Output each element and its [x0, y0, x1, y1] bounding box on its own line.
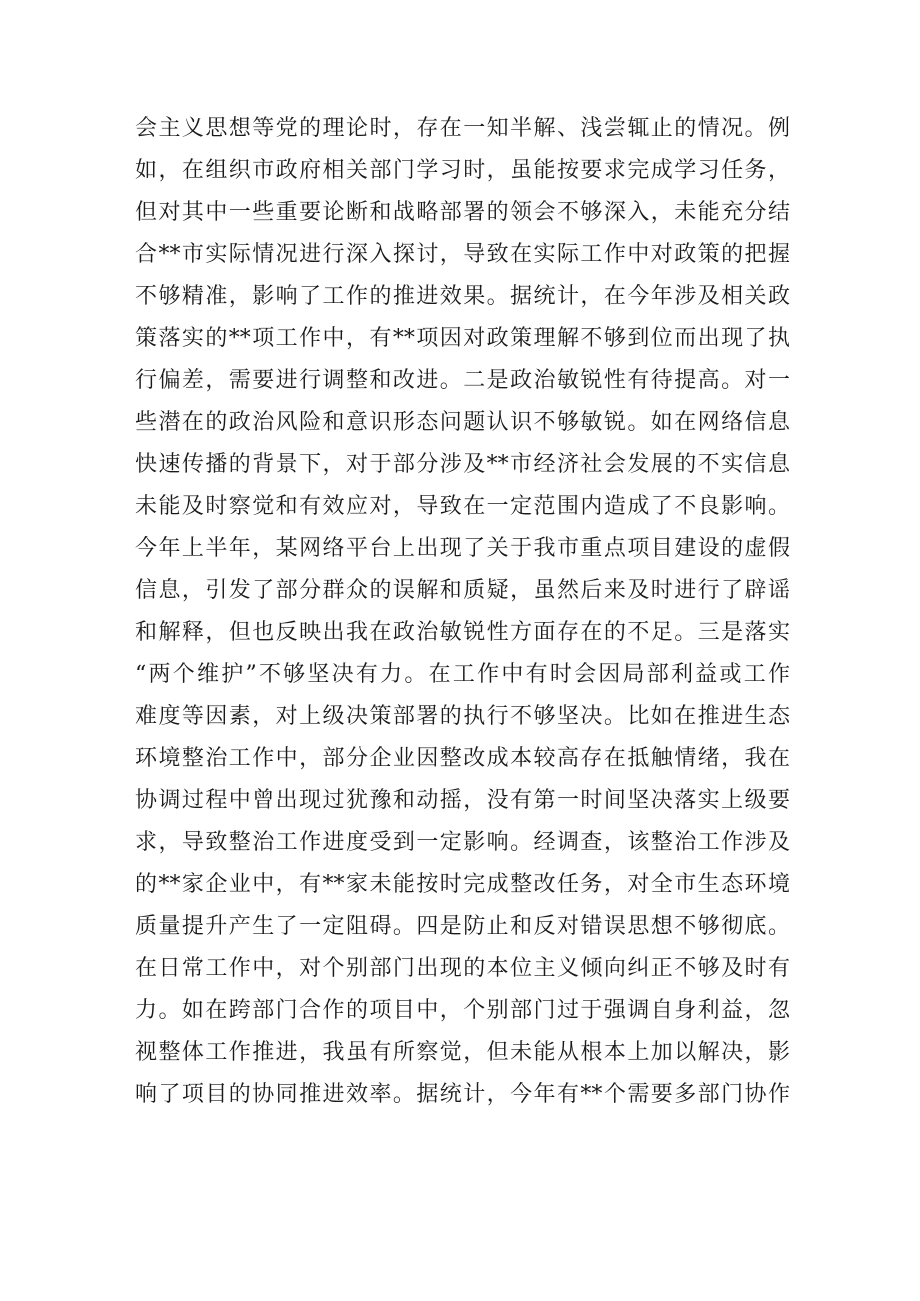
text-line: 信息，引发了部分群众的误解和质疑，虽然后来及时进行了辟谣 [135, 578, 790, 603]
text-line: 求，导致整治工作进度受到一定影响。经调查，该整治工作涉及 [135, 830, 790, 855]
text-line: 快速传播的背景下，对于部分涉及**市经济社会发展的不实信息 [135, 452, 790, 477]
text-line: “两个维护”不够坚决有力。在工作中有时会因局部利益或工作 [135, 662, 790, 687]
text-line: 如，在组织市政府相关部门学习时，虽能按要求完成学习任务， [135, 158, 790, 183]
text-line: 行偏差，需要进行调整和改进。二是政治敏锐性有待提高。对一 [135, 368, 790, 393]
text-line: 但对其中一些重要论断和战略部署的领会不够深入，未能充分结 [135, 200, 790, 225]
text-line: 未能及时察觉和有效应对，导致在一定范围内造成了不良影响。 [135, 494, 790, 519]
text-line: 的**家企业中，有**家未能按时完成整改任务，对全市生态环境 [135, 872, 790, 897]
text-line: 环境整治工作中，部分企业因整改成本较高存在抵触情绪，我在 [135, 746, 790, 771]
text-line: 在日常工作中，对个别部门出现的本位主义倾向纠正不够及时有 [135, 956, 790, 981]
body-text [135, 108, 790, 1116]
text-line: 今年上半年，某网络平台上出现了关于我市重点项目建设的虚假 [135, 536, 790, 561]
text-line: 响了项目的协同推进效率。据统计，今年有**个需要多部门协作 [135, 1082, 790, 1107]
text-line: 力。如在跨部门合作的项目中，个别部门过于强调自身利益，忽 [135, 998, 790, 1023]
text-line: 和解释，但也反映出我在政治敏锐性方面存在的不足。三是落实 [135, 620, 790, 645]
text-line: 会主义思想等党的理论时，存在一知半解、浅尝辄止的情况。例 [135, 116, 790, 141]
text-line: 视整体工作推进，我虽有所察觉，但未能从根本上加以解决，影 [135, 1040, 790, 1065]
text-line: 合**市实际情况进行深入探讨，导致在实际工作中对政策的把握 [135, 242, 790, 267]
text-line: 策落实的**项工作中，有**项因对政策理解不够到位而出现了执 [135, 326, 790, 351]
text-line: 协调过程中曾出现过犹豫和动摇，没有第一时间坚决落实上级要 [135, 788, 790, 813]
text-line: 质量提升产生了一定阻碍。四是防止和反对错误思想不够彻底。 [135, 914, 790, 939]
text-line: 不够精准，影响了工作的推进效果。据统计，在今年涉及相关政 [135, 284, 790, 309]
text-line: 难度等因素，对上级决策部署的执行不够坚决。比如在推进生态 [135, 704, 790, 729]
text-line: 些潜在的政治风险和意识形态问题认识不够敏锐。如在网络信息 [135, 410, 790, 435]
